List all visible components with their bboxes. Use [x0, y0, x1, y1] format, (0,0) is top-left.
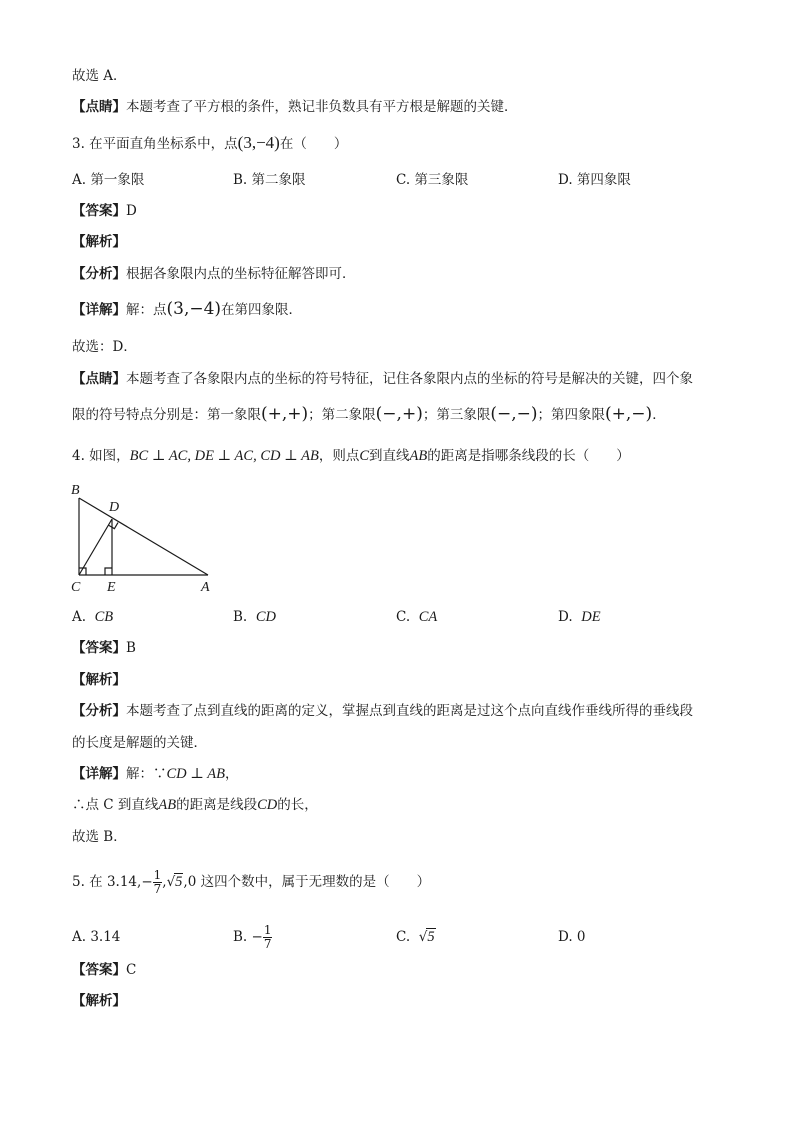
sign-q4: (+,−)	[605, 404, 653, 424]
q5-option-d: D. 0	[558, 929, 586, 945]
dianjing-text-2b: ；第二象限	[308, 407, 376, 423]
dianjing-text-2a: 限的符号特点分别是：第一象限	[72, 407, 261, 423]
xiangjie-text-b: 在第四象限．	[221, 302, 303, 318]
q5-option-c: C. √5	[396, 929, 435, 945]
answer-value: C	[126, 962, 137, 978]
previous-answer-choice: 故选 A．	[72, 68, 127, 84]
q3-jiexi-tag: 【解析】	[72, 234, 126, 250]
label-e: E	[107, 580, 116, 595]
therefore-a: ∴点 C 到直线	[72, 797, 159, 813]
q5-option-b-num: 1	[263, 923, 272, 937]
answer-value: D	[126, 203, 137, 219]
sign-q1: (+,+)	[261, 404, 309, 424]
xiangjie-text-a: 解：点	[126, 302, 167, 318]
xiangjie-tag: 【详解】	[72, 302, 126, 318]
q5-stem-b: ,	[162, 874, 167, 890]
sign-q3: (−,−)	[490, 404, 538, 424]
q4-xiangjie	[72, 764, 238, 784]
triangle-figure	[66, 480, 218, 595]
q4-stem-a: 4. 如图，	[72, 448, 130, 464]
segment-ba	[79, 498, 208, 575]
therefore-cd: CD	[257, 797, 278, 813]
q4-stem-c: 到直线	[369, 448, 410, 464]
q3-stem-tail: 在（ ）	[279, 136, 348, 152]
q3-option-b: B. 第二象限	[233, 172, 306, 188]
q4-choose: 故选 B．	[72, 829, 127, 845]
q3-fenxi	[72, 264, 356, 284]
therefore-ab: AB	[158, 797, 177, 813]
q4-option-d-prefix: D.	[558, 609, 573, 625]
sign-q2: (−,+)	[375, 404, 423, 424]
q5-option-c-sqrt-arg: 5	[427, 929, 435, 945]
label-c: C	[71, 580, 81, 595]
dianjing-tag: 【点睛】	[72, 99, 126, 115]
q5-option-b	[233, 922, 272, 952]
q5-answer	[72, 960, 136, 980]
xiangjie-point: (3,−4)	[166, 299, 222, 319]
q5-fraction-num: 1	[153, 868, 162, 882]
dianjing-text-2c: ；第三象限	[422, 407, 491, 423]
answer-value: B	[126, 640, 136, 656]
q4-option-c-value: CA	[418, 609, 438, 625]
q3-choose: 故选：D．	[72, 339, 137, 355]
answer-tag: 【答案】	[72, 962, 126, 978]
q5-fraction	[153, 869, 163, 896]
q5-option-c-prefix: C.	[396, 929, 411, 945]
fenxi-text-1: 本题考查了点到直线的距离的定义，掌握点到直线的距离是过这个点向直线作垂线所得的垂线段	[126, 703, 693, 719]
q4-point-c: C	[359, 448, 369, 464]
dianjing-text-2d: ；第四象限	[537, 407, 606, 423]
q3-option-d: D. 第四象限	[558, 172, 631, 188]
q3-dianjing-line-1	[72, 369, 693, 389]
answer-tag: 【答案】	[72, 640, 126, 656]
q4-answer	[72, 638, 136, 658]
q4-therefore	[72, 795, 318, 815]
fenxi-tag: 【分析】	[72, 266, 126, 282]
xiangjie-text-b: ，	[224, 766, 239, 782]
q5-jiexi-tag: 【解析】	[72, 993, 126, 1009]
question-4-stem	[72, 446, 630, 466]
q4-fenxi-line-2: 的长度是解题的关键．	[72, 735, 207, 751]
xiangjie-condition: CD ⊥ AB	[166, 766, 225, 782]
q3-dianjing-line-2	[72, 404, 666, 425]
q4-option-c	[396, 607, 437, 627]
xiangjie-tag: 【详解】	[72, 766, 126, 782]
q4-stem-d: 的距离是指哪条线段的长（ ）	[427, 448, 630, 464]
q3-option-a: A. 第一象限	[72, 172, 145, 188]
therefore-b: 的距离是线段	[176, 797, 258, 813]
q3-stem-text: 3. 在平面直角坐标系中，点	[72, 136, 238, 152]
q4-line-ab: AB	[409, 448, 428, 464]
q4-option-d	[558, 607, 601, 627]
q4-fenxi-line-1	[72, 701, 693, 721]
q4-option-b	[233, 607, 276, 627]
q4-option-a	[72, 607, 113, 627]
previous-dianjing	[72, 97, 518, 117]
label-b: B	[71, 483, 80, 498]
q4-option-a-value: CB	[94, 609, 114, 625]
q4-option-b-prefix: B.	[233, 609, 248, 625]
q5-option-b-den: 7	[263, 937, 272, 951]
q3-xiangjie	[72, 299, 302, 320]
dianjing-text: 本题考查了平方根的条件，熟记非负数具有平方根是解题的关键．	[126, 99, 518, 115]
q4-jiexi-tag: 【解析】	[72, 672, 126, 688]
q4-option-d-value: DE	[581, 609, 601, 625]
right-angle-e	[105, 568, 112, 575]
dianjing-text-2e: ．	[652, 407, 666, 423]
q5-option-a: A. 3.14	[72, 929, 121, 945]
therefore-c: 的长，	[277, 797, 318, 813]
fenxi-text: 根据各象限内点的坐标特征解答即可．	[126, 266, 356, 282]
q5-sqrt-arg: 5	[175, 874, 183, 890]
question-5-stem: 5. 在 3.14,− $\frac{1}{7}$ ,√5,0 这四个数中，属于无理数的是（ ）	[72, 868, 431, 896]
q5-stem-a: 5. 在 3.14,−	[72, 874, 153, 890]
answer-tag: 【答案】	[72, 203, 126, 219]
q5-stem-c: ,0 这四个数中，属于无理数的是（ ）	[183, 874, 431, 890]
segment-cd	[79, 519, 112, 575]
q4-condition: BC ⊥ AC, DE ⊥ AC, CD ⊥ AB	[129, 448, 319, 464]
q4-option-a-prefix: A.	[72, 609, 87, 625]
q3-point: (3,−4)	[237, 133, 280, 152]
label-d: D	[109, 500, 120, 515]
q4-option-b-value: CD	[255, 609, 276, 625]
label-a: A	[201, 580, 210, 595]
dianjing-tag: 【点睛】	[72, 371, 126, 387]
q5-option-b-prefix: B. −	[233, 929, 263, 945]
q3-answer	[72, 201, 137, 221]
q4-option-c-prefix: C.	[396, 609, 411, 625]
fenxi-tag: 【分析】	[72, 703, 126, 719]
question-3-stem	[72, 133, 347, 154]
q5-option-b-fraction	[263, 924, 273, 951]
q3-option-c: C. 第三象限	[396, 172, 469, 188]
dianjing-text-1: 本题考查了各象限内点的坐标的符号特征，记住各象限内点的坐标的符号是解决的关键，四个象	[126, 371, 693, 387]
q5-fraction-den: 7	[153, 882, 162, 896]
q4-stem-b: ，则点	[318, 448, 360, 464]
xiangjie-text-a: 解：∵	[126, 766, 167, 782]
